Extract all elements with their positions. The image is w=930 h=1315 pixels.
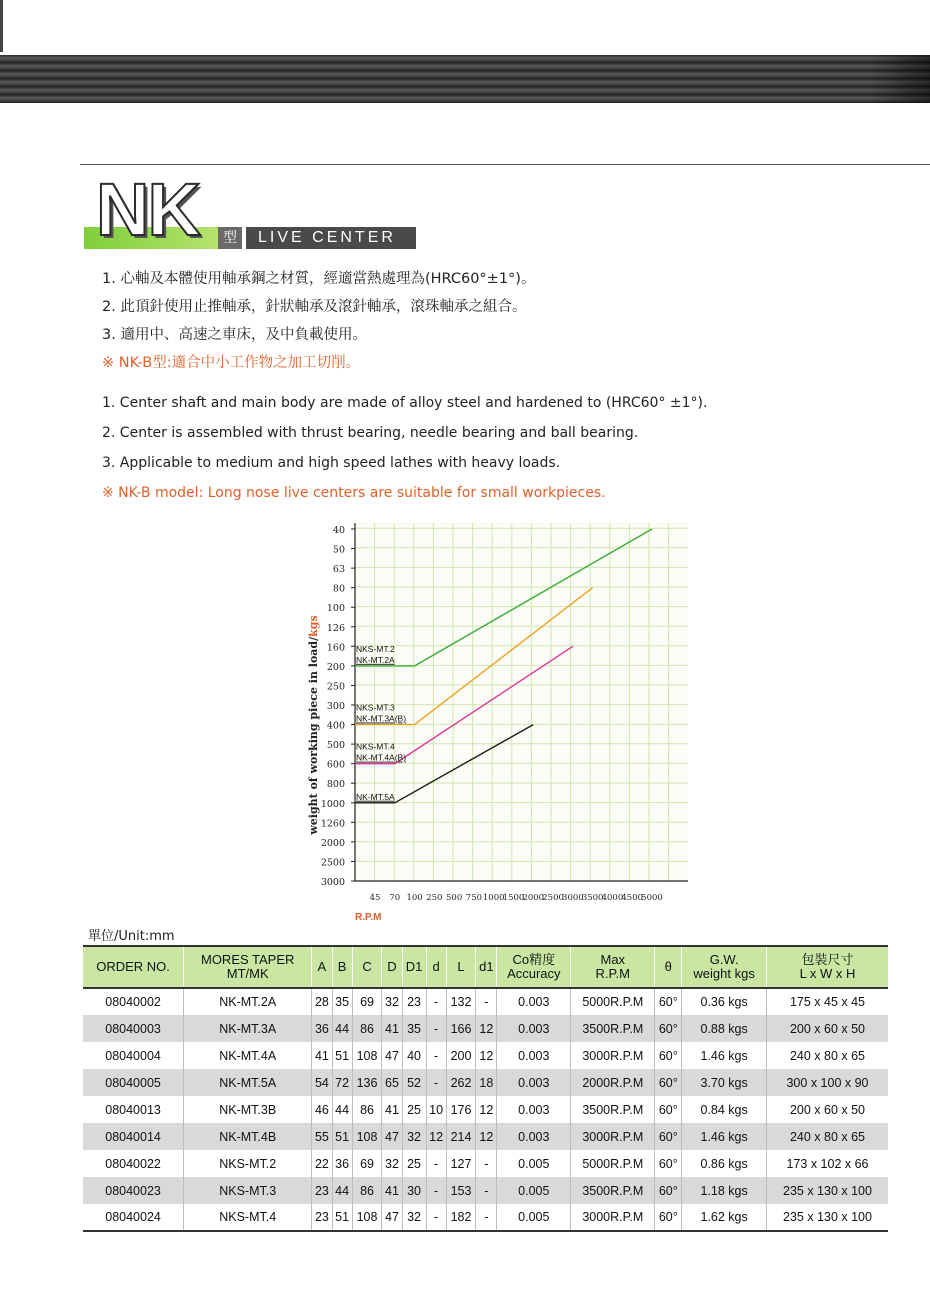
table-cell: - <box>426 1042 446 1069</box>
feature-en-2: 2. Center is assembled with thrust bearing, needle bearing and ball bearing. <box>102 425 639 441</box>
table-cell: 25 <box>402 1096 426 1123</box>
table-cell: 0.003 <box>497 988 571 1015</box>
table-cell: NK-MT.2A <box>184 988 312 1015</box>
series-label: NK-MT.3A(B) <box>356 713 407 724</box>
column-header-text: Co精度 <box>512 952 556 967</box>
series-label: NK-MT.5A <box>356 791 395 802</box>
x-tick-label: 4500 <box>621 893 644 903</box>
table-cell: NK-MT.4A <box>184 1042 312 1069</box>
table-cell: 173 x 102 x 66 <box>786 1156 869 1171</box>
table-cell: 60° <box>655 988 682 1015</box>
table-cell: 86 <box>352 1015 382 1042</box>
table-row <box>83 1150 888 1177</box>
x-tick-label: 250 <box>426 893 443 903</box>
table-cell: 69 <box>352 988 382 1015</box>
table-cell: NKS-MT.2 <box>184 1150 312 1177</box>
table-row <box>83 1096 888 1123</box>
table-cell: 5000R.P.M <box>571 988 655 1015</box>
y-tick-label: 250 <box>326 681 345 693</box>
table-row <box>83 1042 888 1069</box>
table-cell: 51 <box>332 1204 352 1231</box>
table-cell: 22 <box>312 1150 332 1177</box>
table-cell: 55 <box>312 1123 332 1150</box>
table-cell: 127 <box>446 1150 476 1177</box>
column-header-text: D1 <box>405 959 423 974</box>
column-header <box>426 946 446 988</box>
x-tick-label: 750 <box>465 893 483 903</box>
table-cell: - <box>426 1150 446 1177</box>
chart-plot-area <box>355 523 688 881</box>
unit-label: 單位/Unit:mm <box>88 929 175 944</box>
x-axis-title: R.P.M <box>355 912 382 923</box>
table-cell: 3.70 kgs <box>682 1069 767 1096</box>
table-cell: 240 x 80 x 65 <box>766 1123 888 1150</box>
x-tick-label: 500 <box>446 893 463 903</box>
column-header <box>382 946 402 988</box>
y-tick-label: 500 <box>326 740 345 752</box>
table-cell: 41 <box>312 1042 332 1069</box>
table-cell: 23 <box>312 1177 332 1204</box>
feature-en-3: 3. Applicable to medium and high speed lathes with heavy loads. <box>102 455 561 471</box>
column-header <box>476 946 497 988</box>
y-tick-label: 80 <box>332 583 345 595</box>
table-cell: 25 <box>402 1150 426 1177</box>
x-tick-label: 4000 <box>601 893 624 903</box>
column-header-text: D <box>387 959 397 974</box>
table-cell: 153 <box>446 1177 476 1204</box>
table-cell: 60° <box>655 1015 682 1042</box>
table-cell: 0.005 <box>497 1204 571 1231</box>
table-cell: NKS-MT.3 <box>184 1177 312 1204</box>
column-header <box>184 946 312 988</box>
table-cell: NKS-MT.4 <box>184 1204 312 1231</box>
column-header-text: 包裝尺寸 <box>801 952 854 967</box>
table-cell: 3500R.P.M <box>571 1015 655 1042</box>
feature-zh-2: 2. 此頂針使用止推軸承，針狀軸承及滾針軸承，滾珠軸承之組合。 <box>102 299 527 315</box>
table-cell: 1.62 kgs <box>682 1204 767 1231</box>
column-header-text: G.W. <box>709 952 739 967</box>
table-cell: 60° <box>655 1042 682 1069</box>
x-tick-label: 3000 <box>562 893 584 903</box>
x-tick-label: 70 <box>389 893 401 903</box>
table-cell: 65 <box>382 1069 402 1096</box>
table-cell: 60° <box>655 1096 682 1123</box>
column-header-text: d1 <box>479 959 494 974</box>
y-axis-title: weight of working piece in load/kgs <box>307 615 320 835</box>
table-cell: - <box>476 1204 497 1231</box>
page-edge-mark <box>0 0 3 52</box>
type-char-badge: 型 <box>218 227 242 249</box>
table-cell: NK-MT.5A <box>184 1069 312 1096</box>
table-cell: 35 <box>402 1015 426 1042</box>
x-tick-label: 2500 <box>542 893 564 903</box>
column-header-text: B <box>337 959 347 974</box>
table-cell: 10 <box>426 1096 446 1123</box>
brand-title: NK <box>96 168 199 251</box>
feature-en-1: 1. Center shaft and main body are made of alloy steel and hardened to (HRC60° ±1°). <box>102 395 708 411</box>
table-cell: 60° <box>655 1123 682 1150</box>
table-cell: 1.18 kgs <box>682 1177 767 1204</box>
x-tick-label: 5000 <box>641 893 663 903</box>
table-cell: 262 <box>446 1069 476 1096</box>
features-english <box>102 388 752 508</box>
y-tick-label: 63 <box>332 564 345 576</box>
table-cell: 0.003 <box>497 1015 571 1042</box>
table-cell: 44 <box>332 1015 352 1042</box>
table-cell: 32 <box>382 988 402 1015</box>
column-header-text: L <box>457 959 465 974</box>
table-cell: - <box>476 1177 497 1204</box>
table-cell: 30 <box>402 1177 426 1204</box>
column-header-text: MT/MK <box>226 966 269 981</box>
table-cell: 108 <box>352 1204 382 1231</box>
table-cell: 3500R.P.M <box>571 1096 655 1123</box>
table-cell: 41 <box>382 1096 402 1123</box>
table-cell: 08040005 <box>83 1069 184 1096</box>
column-header-text: A <box>317 959 327 974</box>
y-tick-label: 2000 <box>320 837 345 849</box>
table-cell: 60° <box>655 1069 682 1096</box>
y-tick-label: 2500 <box>320 857 345 869</box>
y-tick-label: 50 <box>332 544 345 556</box>
feature-zh-note: ※ NK-B型:適合中小工作物之加工切削。 <box>102 355 361 371</box>
column-header <box>352 946 382 988</box>
column-header <box>571 946 655 988</box>
table-cell: 200 x 60 x 50 <box>789 1102 866 1117</box>
table-cell: 18 <box>476 1069 497 1096</box>
table-cell: 12 <box>426 1123 446 1150</box>
x-tick-label: 45 <box>369 893 381 903</box>
table-cell: 36 <box>312 1015 332 1042</box>
column-header-text: Accuracy <box>507 966 561 981</box>
table-cell: 32 <box>402 1123 426 1150</box>
table-cell: 0.86 kgs <box>682 1150 767 1177</box>
column-header <box>402 946 426 988</box>
y-tick-label: 300 <box>326 701 345 712</box>
table-cell: 176 <box>446 1096 476 1123</box>
table-cell: 47 <box>382 1042 402 1069</box>
table-cell: 86 <box>352 1177 382 1204</box>
table-cell: 35 <box>332 988 352 1015</box>
table-cell: 36 <box>332 1150 352 1177</box>
table-cell: 08040023 <box>83 1177 184 1204</box>
table-cell: NK-MT.4B <box>184 1123 312 1150</box>
table-cell: 3500R.P.M <box>571 1177 655 1204</box>
table-cell: 0.88 kgs <box>682 1015 767 1042</box>
table-cell: 08040003 <box>83 1015 184 1042</box>
column-header <box>312 946 332 988</box>
table-cell: 28 <box>312 988 332 1015</box>
table-cell: 136 <box>352 1069 382 1096</box>
table-cell: 1.46 kgs <box>682 1123 767 1150</box>
table-cell: 60° <box>655 1150 682 1177</box>
table-cell: 51 <box>332 1123 352 1150</box>
x-tick-label: 100 <box>406 893 423 903</box>
column-header <box>497 946 571 988</box>
table-cell: 08040013 <box>83 1096 184 1123</box>
series-label: NKS-MT.3 <box>356 702 395 713</box>
table-cell: 69 <box>352 1150 382 1177</box>
column-header <box>83 946 184 988</box>
y-tick-label: 160 <box>326 642 345 654</box>
y-tick-label: 600 <box>326 759 345 771</box>
table-cell: 12 <box>476 1015 497 1042</box>
y-tick-label: 1000 <box>320 798 345 810</box>
y-tick-label: 1260 <box>320 818 345 830</box>
table-cell: 23 <box>312 1204 332 1231</box>
table-row <box>83 988 888 1015</box>
table-cell: 2000R.P.M <box>571 1069 655 1096</box>
table-cell: 0.005 <box>497 1150 571 1177</box>
y-axis-unit: kgs <box>307 615 320 637</box>
column-header <box>766 946 888 988</box>
table-cell: 175 x 45 x 45 <box>789 995 866 1009</box>
column-header-text: C <box>362 959 372 974</box>
table-cell: 60° <box>655 1204 682 1231</box>
series-label: NKS-MT.4 <box>356 741 395 752</box>
table-cell: - <box>426 1015 446 1042</box>
table-cell: 0.003 <box>497 1069 571 1096</box>
table-cell: 12 <box>476 1042 497 1069</box>
table-cell: 166 <box>446 1015 476 1042</box>
table-cell: 46 <box>312 1096 332 1123</box>
table-cell: 12 <box>476 1096 497 1123</box>
table-cell: 182 <box>446 1204 476 1231</box>
table-cell: 44 <box>332 1096 352 1123</box>
table-cell: 32 <box>402 1204 426 1231</box>
table-cell: 3000R.P.M <box>571 1123 655 1150</box>
table-cell: 08040014 <box>83 1123 184 1150</box>
table-cell: 200 x 60 x 50 <box>766 1015 888 1042</box>
y-tick-label: 800 <box>326 779 345 791</box>
feature-zh-1: 1. 心軸及本體使用軸承鋼之材質，經適當熱處理為(HRC60°±1°)。 <box>102 271 536 287</box>
y-tick-label: 126 <box>326 622 345 634</box>
table-cell: 0.84 kgs <box>682 1096 767 1123</box>
table-cell: - <box>426 988 446 1015</box>
table-cell: 08040024 <box>83 1204 184 1231</box>
table-row <box>83 1015 888 1042</box>
column-header-text: ORDER NO. <box>96 959 170 974</box>
y-tick-label: 40 <box>332 525 345 536</box>
table-cell: 52 <box>402 1069 426 1096</box>
table-cell: 72 <box>332 1069 352 1096</box>
y-tick-label: 200 <box>326 661 345 673</box>
column-header-text: Max <box>600 952 626 967</box>
table-cell: 54 <box>312 1069 332 1096</box>
table-cell: - <box>426 1204 446 1231</box>
y-tick-label: 400 <box>326 720 345 732</box>
table-cell: 12 <box>476 1123 497 1150</box>
features-chinese <box>102 265 752 377</box>
table-cell: 86 <box>352 1096 382 1123</box>
x-tick-label: 3500 <box>581 893 604 903</box>
column-header-text: weight kgs <box>693 966 755 981</box>
y-tick-label: 100 <box>326 603 345 615</box>
table-cell: 132 <box>446 988 476 1015</box>
table-cell: 3000R.P.M <box>571 1042 655 1069</box>
table-cell: 41 <box>382 1015 402 1042</box>
table-cell: 0.005 <box>497 1177 571 1204</box>
feature-en-note: ※ NK-B model: Long nose live centers are suitable for small workpieces. <box>102 485 606 501</box>
table-cell: NK-MT.3A <box>184 1015 312 1042</box>
column-header <box>446 946 476 988</box>
table-cell: 47 <box>382 1123 402 1150</box>
x-tick-label: 2000 <box>522 893 545 903</box>
load-rpm-chart <box>300 515 700 925</box>
table-cell: NK-MT.3B <box>184 1096 312 1123</box>
table-cell: 0.003 <box>497 1042 571 1069</box>
table-cell: 108 <box>352 1123 382 1150</box>
table-row <box>83 1123 888 1150</box>
table-cell: 0.003 <box>497 1096 571 1123</box>
table-cell: 40 <box>402 1042 426 1069</box>
column-header-text: d <box>432 959 440 974</box>
table-cell: 60° <box>655 1177 682 1204</box>
table-cell: 47 <box>382 1204 402 1231</box>
x-tick-label: 1500 <box>502 893 525 903</box>
column-header <box>682 946 767 988</box>
table-cell: 08040004 <box>83 1042 184 1069</box>
table-cell: 32 <box>382 1150 402 1177</box>
column-header-text: L x W x H <box>799 966 856 981</box>
table-cell: 300 x 100 x 90 <box>766 1069 888 1096</box>
series-label: NK-MT.2A <box>356 654 395 665</box>
table-cell: 44 <box>332 1177 352 1204</box>
header-divider <box>80 164 930 165</box>
table-cell: 200 <box>446 1042 476 1069</box>
y-tick-label: 3000 <box>320 877 345 888</box>
table-cell: 08040022 <box>83 1150 184 1177</box>
table-cell: - <box>426 1177 446 1204</box>
table-row <box>83 1204 888 1231</box>
spec-table-header-row <box>83 946 888 988</box>
table-cell: 214 <box>446 1123 476 1150</box>
table-row <box>83 1177 888 1204</box>
table-cell: - <box>476 1150 497 1177</box>
series-label: NK-MT.4A(B) <box>356 752 407 763</box>
table-row <box>83 1069 888 1096</box>
column-header <box>655 946 682 988</box>
feature-zh-3: 3. 適用中、高速之車床，及中負載使用。 <box>102 327 367 343</box>
series-label: NKS-MT.2 <box>356 643 395 654</box>
table-cell: 108 <box>352 1042 382 1069</box>
table-cell: 240 x 80 x 65 <box>789 1048 866 1063</box>
x-tick-label: 1000 <box>482 893 505 903</box>
table-cell: 235 x 130 x 100 <box>766 1204 888 1231</box>
table-cell: 51 <box>332 1042 352 1069</box>
table-cell: 08040002 <box>83 988 184 1015</box>
table-cell: 41 <box>382 1177 402 1204</box>
spec-table <box>83 945 888 1232</box>
table-cell: 23 <box>402 988 426 1015</box>
product-subtitle: LIVE CENTER <box>246 227 416 249</box>
table-cell: 0.003 <box>497 1123 571 1150</box>
decorative-header-band <box>0 55 930 103</box>
table-cell: 235 x 130 x 100 <box>766 1177 888 1204</box>
table-cell: - <box>426 1069 446 1096</box>
table-cell: 0.36 kgs <box>682 988 767 1015</box>
table-cell: - <box>476 988 497 1015</box>
column-header <box>332 946 352 988</box>
column-header-text: θ <box>664 959 672 974</box>
column-header-text: R.P.M <box>595 966 630 981</box>
column-header-text: MORES TAPER <box>200 952 295 967</box>
table-cell: 5000R.P.M <box>571 1150 655 1177</box>
table-cell: 1.46 kgs <box>682 1042 767 1069</box>
table-cell: 3000R.P.M <box>571 1204 655 1231</box>
